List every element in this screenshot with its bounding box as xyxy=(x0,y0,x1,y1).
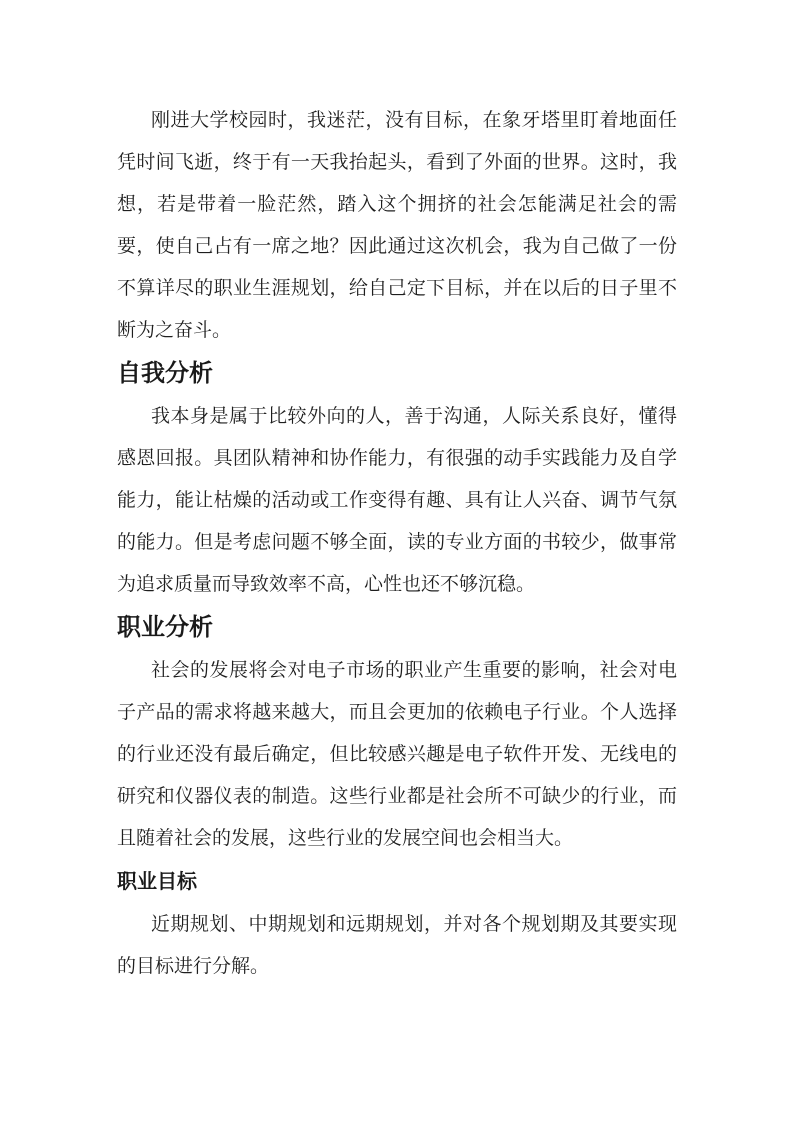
self-analysis-paragraph: 我本身是属于比较外向的人，善于沟通，人际关系良好，懂得感恩回报。具团队精神和协作能力，有很强的动手实践能力及自学能力，能让枯燥的活动或工作变得有趣、具有让人兴奋、调节气氛的能力。但是考虑问题不够全面，读的专业方面的书较少，做事常为追求质量而导致效率不高，心性也还不够沉稳。 xyxy=(117,406,677,595)
career-analysis-paragraph: 社会的发展将会对电子市场的职业产生重要的影响，社会对电子产品的需求将越来越大，而且会更加的依赖电子行业。个人选择的行业还没有最后确定，但比较感兴趣是电子软件开发、无线电的研究和仪器仪表的制造。这些行业都是社会所不可缺少的行业，而且随着社会的发展，这些行业的发展空间也会相当大。 xyxy=(117,660,677,849)
document-content xyxy=(117,100,677,988)
section-heading-career-analysis: 职业分析 xyxy=(117,615,213,641)
career-goals-paragraph: 近期规划、中期规划和远期规划，并对各个规划期及其要实现的目标进行分解。 xyxy=(117,914,677,977)
intro-paragraph: 刚进大学校园时，我迷茫，没有目标，在象牙塔里盯着地面任凭时间飞逝，终于有一天我抬起头，看到了外面的世界。这时，我想，若是带着一脸茫然，踏入这个拥挤的社会怎能满足社会的需要，使自己占有一席之地？因此通过这次机会，我为自己做了一份不算详尽的职业生涯规划，给自己定下目标，并在以后的日子里不断为之奋斗。 xyxy=(117,110,677,341)
section-heading-career-goals: 职业目标 xyxy=(117,871,197,893)
section-heading-self-analysis: 自我分析 xyxy=(117,360,213,387)
